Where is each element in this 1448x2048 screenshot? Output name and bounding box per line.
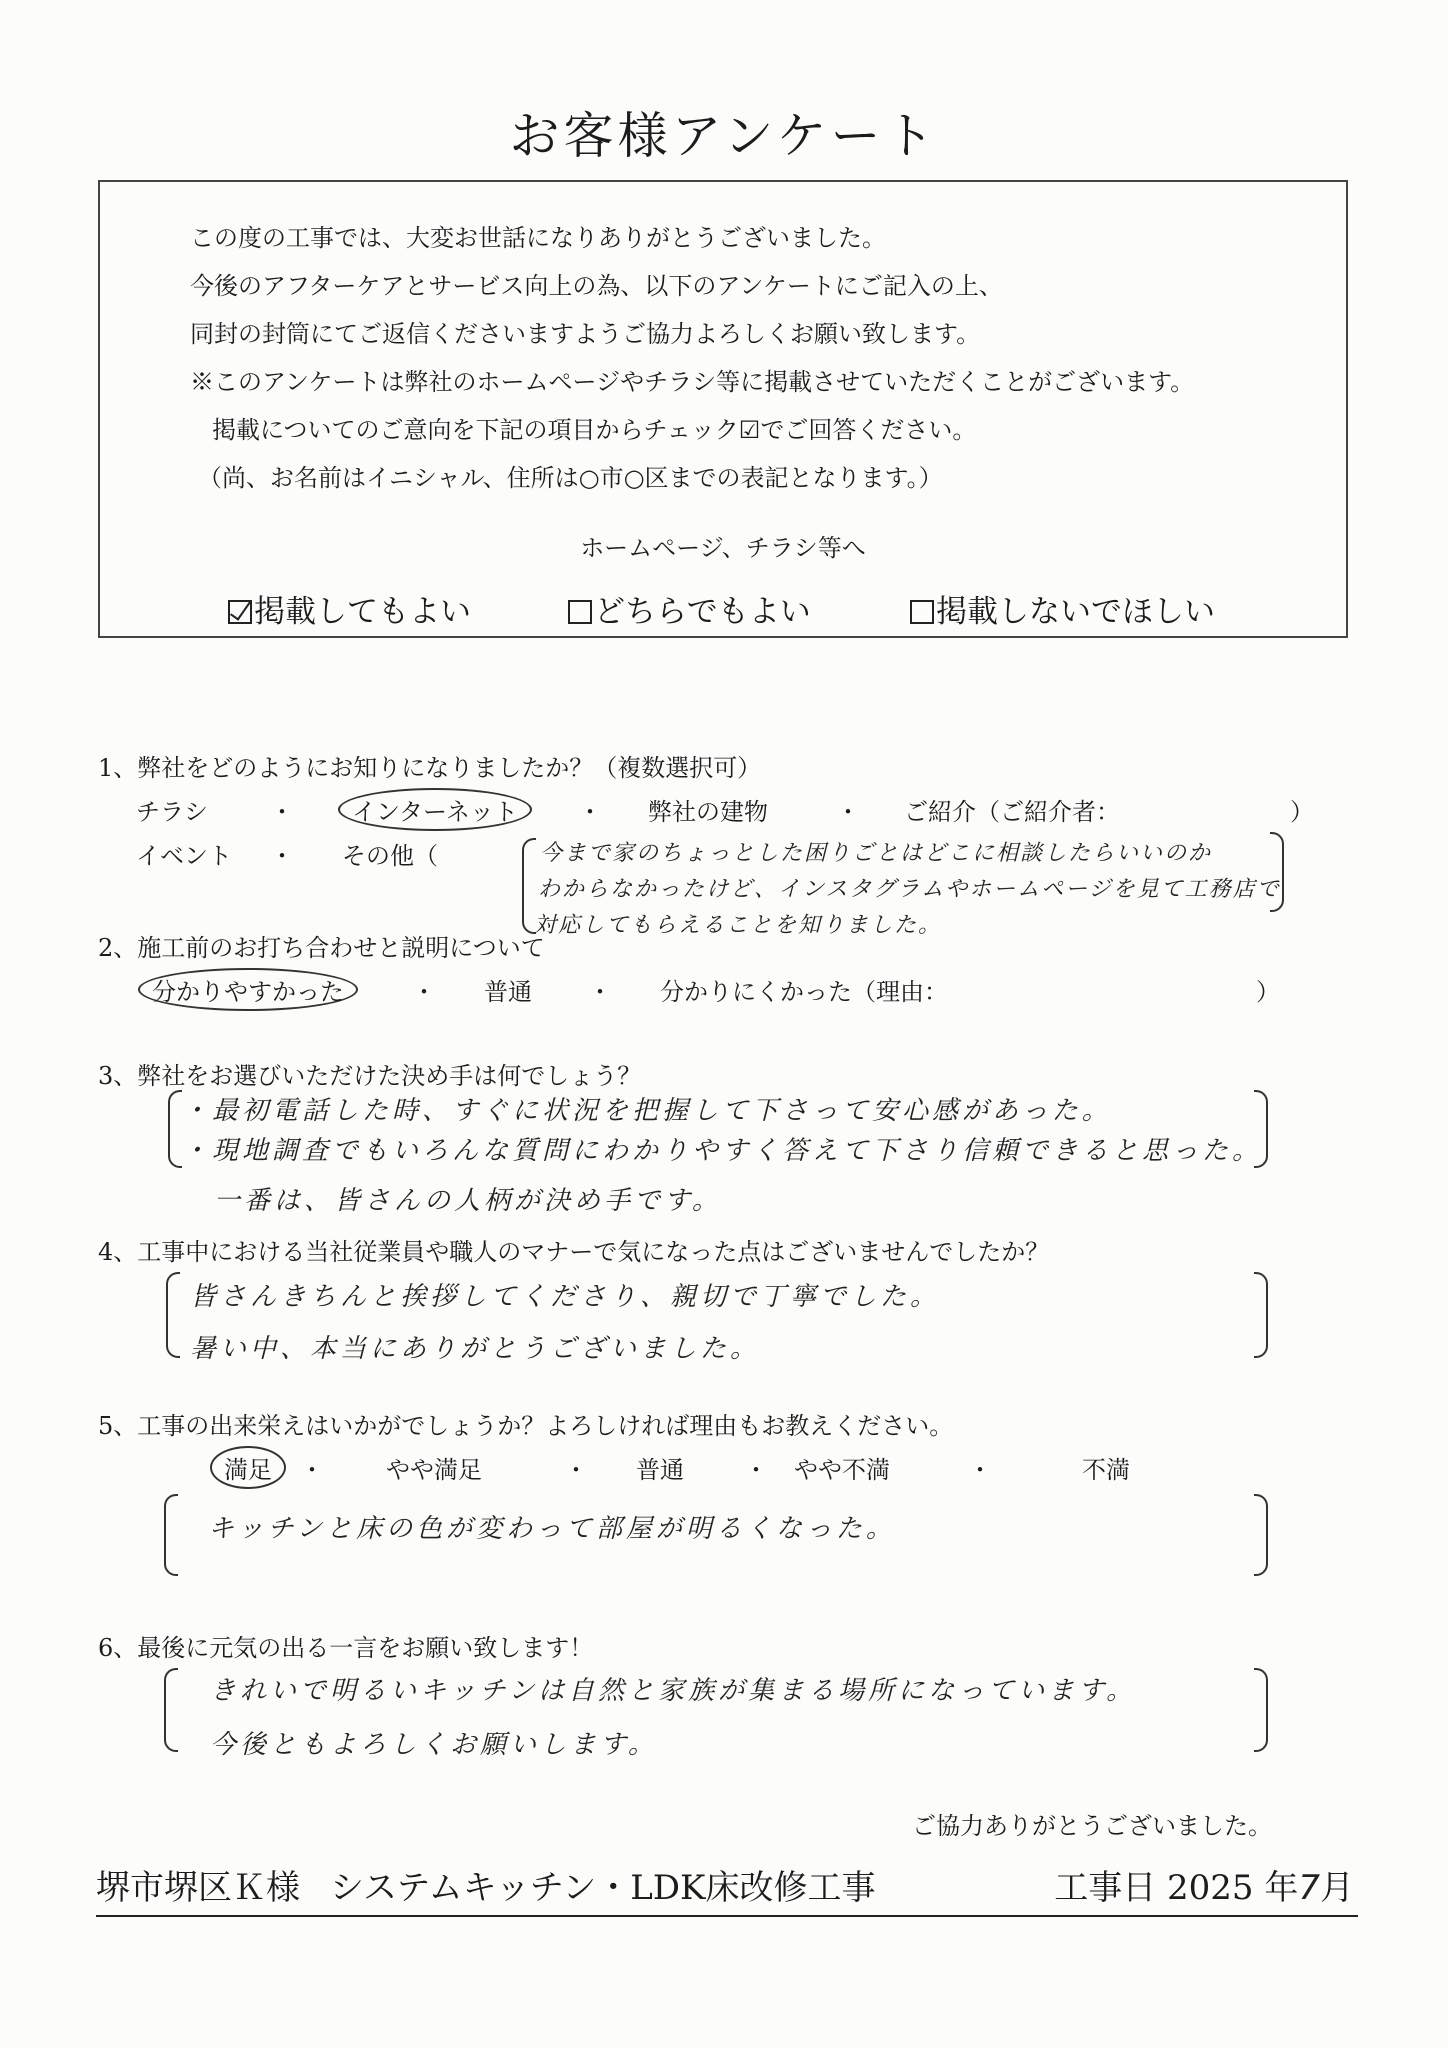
checkbox-empty-icon[interactable] [910,600,934,624]
intro-line-2: 今後のアフターケアとサービス向上の為、以下のアンケートにご記入の上、 [190,272,1003,300]
choice-either[interactable] [568,586,811,631]
q2-option-clear-circled[interactable]: 分かりやすかった [138,968,358,1011]
q1-dot: ・ [578,798,602,826]
intro-line-3: 同封の封筒にてご返信くださいますようご協力よろしくお願い致します。 [190,320,981,348]
q1-option-referral[interactable]: ご紹介（ご紹介者： [904,798,1120,826]
q5-option-somewhat-satisfied[interactable]: やや満足 [386,1456,482,1484]
q4-answer-bracket-right [1254,1272,1268,1358]
q4-answer-bracket-left [166,1272,180,1358]
q5-dot: ・ [968,1456,992,1484]
q1-option-other[interactable]: その他（ [342,842,438,870]
publication-heading: ホームページ、チラシ等へ [580,534,866,562]
q5-question: 5、工事の出来栄えはいかがでしょうか？よろしければ理由もお教えください。 [98,1412,954,1440]
q6-question: 6、最後に元気の出る一言をお願い致します！ [98,1634,594,1662]
q6-answer-bracket-left [164,1668,178,1752]
q5-answer-bracket-right [1254,1494,1268,1576]
q2-option-unclear[interactable]: 分かりにくかった（理由： [660,978,948,1006]
q5-option-normal[interactable]: 普通 [636,1456,684,1484]
q2-dot: ・ [588,978,612,1006]
q5-dot: ・ [300,1456,324,1484]
q1-answer-line-1: 今まで家のちょっとした困りごとはどこに相談したらいいのか [540,841,1213,866]
q3-answer-bracket-left [168,1090,182,1168]
intro-line-5: 掲載についてのご意向を下記の項目からチェック☑でご回答ください。 [212,416,977,444]
footer-date-label: 工事日 2025 年 [1054,1868,1299,1908]
q1-question: 1、弊社をどのようにお知りになりましたか？（複数選択可） [98,754,762,782]
q1-referral-close: ） [1290,798,1314,826]
checkbox-empty-icon[interactable] [568,600,592,624]
q1-dot: ・ [836,798,860,826]
choice-no-label: 掲載しないでほしい [936,594,1215,630]
q5-answer-line-1: キッチンと床の色が変わって部屋が明るくなった。 [208,1514,896,1544]
q3-answer-line-3: 一番は、皆さんの人柄が決め手です。 [214,1186,722,1216]
q1-answer-line-3: 対応してもらえることを知りました。 [534,913,943,938]
footer-project-info [96,1860,1358,1917]
intro-line-1: この度の工事では、大変お世話になりありがとうございました。 [190,224,886,252]
footer-project: システムキッチン・LDK床改修工事 [330,1868,876,1908]
q5-dot: ・ [564,1456,588,1484]
q2-option-normal[interactable]: 普通 [484,978,532,1006]
q5-answer-bracket-left [164,1494,178,1576]
q1-option-event[interactable]: イベント [136,842,232,870]
survey-title: お客様アンケート [509,107,939,165]
choice-ok-to-publish[interactable] [228,586,471,631]
q5-dot: ・ [744,1456,768,1484]
q1-dot: ・ [270,842,294,870]
footer-month-handwritten: 7 [1298,1868,1320,1908]
q6-answer-line-1: きれいで明るいキッチンは自然と家族が集まる場所になっています。 [210,1676,1137,1706]
q5-option-dissatisfied[interactable]: 不満 [1082,1456,1130,1484]
q5-option-somewhat-dissatisfied[interactable]: やや不満 [794,1456,890,1484]
intro-line-4: ※このアンケートは弊社のホームページやチラシ等に掲載させていただくことがございます。 [190,368,1195,396]
choice-ok-label: 掲載してもよい [254,594,471,630]
thanks-message: ご協力ありがとうございました。 [912,1812,1272,1840]
intro-box [98,180,1348,638]
checkbox-checked-icon[interactable] [228,600,252,624]
footer-month-suffix: 月 [1320,1868,1354,1908]
q2-unclear-close: ） [1256,978,1280,1006]
q6-answer-line-2: 今後ともよろしくお願いします。 [210,1730,658,1760]
q1-option-flyer[interactable]: チラシ [136,798,208,826]
choice-do-not-publish[interactable] [910,586,1215,631]
q3-answer-line-1: ・最初電話した時、すぐに状況を把握して下さって安心感があった。 [182,1096,1112,1126]
q4-answer-line-1: 皆さんきちんと挨拶してくださり、親切で丁寧でした。 [190,1282,941,1312]
q2-dot: ・ [412,978,436,1006]
footer-date [1054,1860,1354,1909]
q6-answer-bracket-right [1254,1668,1268,1752]
q1-option-internet-circled[interactable]: インターネット [338,788,532,831]
q3-question: 3、弊社をお選びいただけた決め手は何でしょう？ [98,1062,642,1090]
q1-answer-line-2: わからなかったけど、インスタグラムやホームページを見て工務店で [538,877,1281,902]
q2-question: 2、施工前のお打ち合わせと説明について [98,934,545,962]
q4-answer-line-2: 暑い中、本当にありがとうございました。 [190,1334,761,1364]
q1-option-building[interactable]: 弊社の建物 [648,798,768,826]
choice-either-label: どちらでもよい [594,594,811,630]
q5-option-satisfied-circled[interactable]: 満足 [210,1446,286,1489]
intro-line-6: （尚、お名前はイニシャル、住所は○市○区までの表記となります。） [198,464,943,492]
q1-dot: ・ [270,798,294,826]
q4-question: 4、工事中における当社従業員や職人のマナーで気になった点はございませんでしたか？ [98,1238,1050,1266]
q3-answer-line-2: ・現地調査でもいろんな質問にわかりやすく答えて下さり信頼できると思った。 [182,1136,1263,1166]
footer-customer: 堺市堺区Ｋ様 [96,1868,300,1908]
